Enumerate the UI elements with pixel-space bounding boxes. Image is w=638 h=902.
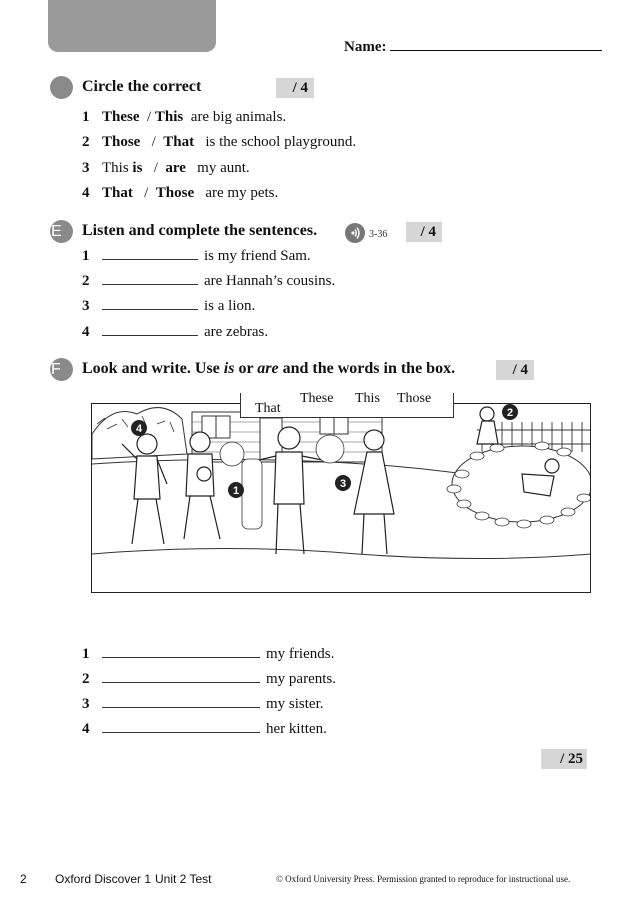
section-e-item: 4 are zebras. xyxy=(82,324,269,340)
word-that: That xyxy=(255,401,281,416)
section-f-title: Look and write. Use is or are and the words in the box. xyxy=(82,360,456,377)
unit-label: Unit 2 Test xyxy=(155,872,212,886)
section-e-item: 3 is a lion. xyxy=(82,298,256,314)
answer-blank[interactable] xyxy=(102,720,260,733)
section-d-marker xyxy=(50,76,73,99)
header-tab xyxy=(48,0,216,52)
page-number: 2 xyxy=(20,872,27,886)
option-b[interactable]: Those xyxy=(155,185,195,201)
picture-number-2: 2 xyxy=(506,407,514,419)
section-f-item: 1 my friends. xyxy=(82,646,335,662)
section-e-marker: E xyxy=(50,220,73,243)
section-f-item: 2 my parents. xyxy=(82,671,336,687)
word-box xyxy=(240,393,454,418)
section-f-marker: F xyxy=(50,358,73,381)
section-f-item: 3 my sister. xyxy=(82,696,324,712)
answer-blank[interactable] xyxy=(102,323,198,336)
option-b[interactable]: That xyxy=(163,134,195,150)
scene-illustration xyxy=(91,403,591,593)
option-b[interactable]: This xyxy=(154,109,184,125)
word-these: These xyxy=(300,391,334,406)
answer-blank[interactable] xyxy=(102,695,260,708)
total-score: / 25 xyxy=(541,749,587,769)
section-d-score: / 4 xyxy=(276,78,314,98)
section-f-score: / 4 xyxy=(496,360,534,380)
section-d-item: 1 These / This are big animals. xyxy=(82,109,287,125)
section-d-item: 2 Those / That is the school playground. xyxy=(82,134,357,150)
section-e-title: Listen and complete the sentences. xyxy=(82,222,318,239)
section-d-item: 4 That / Those are my pets. xyxy=(82,185,279,201)
copyright: © Oxford University Press. Permission granted to reproduce for instructional use. xyxy=(276,874,571,884)
option-a[interactable]: That xyxy=(102,185,133,201)
picture-number-1: 1 xyxy=(232,485,240,497)
name-field[interactable] xyxy=(344,36,602,56)
section-e-item: 1 is my friend Sam. xyxy=(82,248,311,264)
option-a[interactable]: Those xyxy=(102,134,141,150)
answer-blank[interactable] xyxy=(102,272,198,285)
option-b[interactable]: are xyxy=(165,160,186,176)
track-number: 3-36 xyxy=(369,229,388,240)
audio-icon[interactable] xyxy=(345,223,365,243)
section-d-title: Circle the correct xyxy=(82,78,202,95)
section-e-score: / 4 xyxy=(406,222,442,242)
book-title: Oxford Discover 1 xyxy=(55,872,152,886)
option-a[interactable]: These xyxy=(102,109,140,125)
answer-blank[interactable] xyxy=(102,247,198,260)
section-f-item: 4 her kitten. xyxy=(82,721,327,737)
picture-number-4: 4 xyxy=(135,423,143,435)
answer-blank[interactable] xyxy=(102,645,260,658)
name-label: Name: xyxy=(344,39,387,55)
option-a[interactable]: is xyxy=(132,160,143,176)
section-e-item: 2 are Hannah’s cousins. xyxy=(82,273,336,289)
name-blank[interactable] xyxy=(390,36,602,51)
answer-blank[interactable] xyxy=(102,670,260,683)
section-d-item: 3 This is / are my aunt. xyxy=(82,160,250,176)
word-this: This xyxy=(355,391,380,406)
word-those: Those xyxy=(397,391,432,406)
picture-number-3: 3 xyxy=(339,478,347,490)
answer-blank[interactable] xyxy=(102,297,198,310)
